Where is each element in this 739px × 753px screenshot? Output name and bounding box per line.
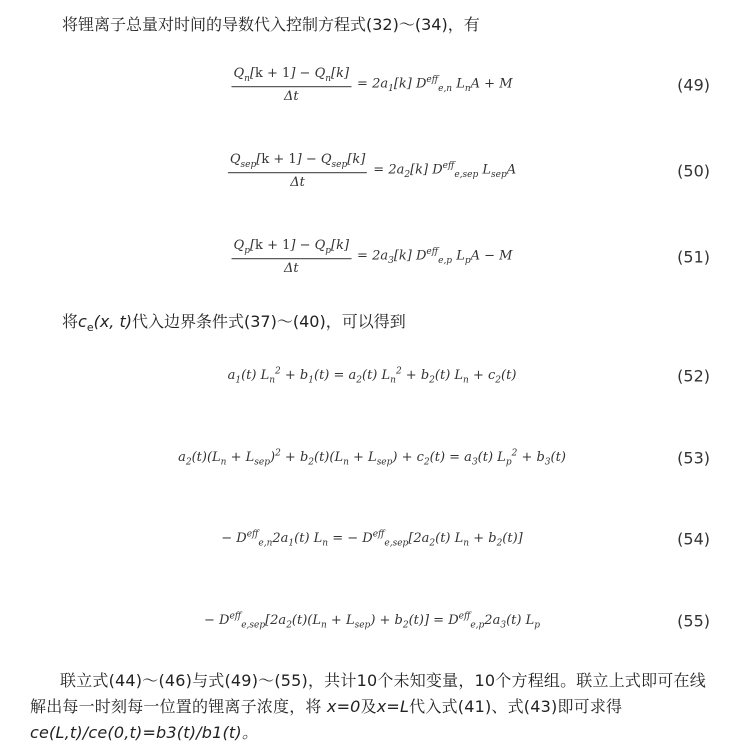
equation-number: (50) bbox=[677, 161, 710, 181]
equation-formula: − $D^{eff}_{e,sep}[2a_2(t)(L_n + L_{sep}) + b_2(t)] = D^{eff}_{e,p}2a_3(t)$ $L_p$ bbox=[204, 611, 540, 631]
equation-50 bbox=[0, 141, 739, 201]
equation-49 bbox=[0, 55, 739, 115]
boundary-condition-text: 将$c_e(x$, t)代入边界条件式(37)～(40)，可以得到 bbox=[62, 312, 406, 335]
equation-formula: $\frac{Q_n[k + 1] - Q_n[k]}{\Delta t}$ = $2a_1[k]$ $D^{eff}_{e,n}$ $L_nA + M$ bbox=[233, 66, 513, 104]
equation-51 bbox=[0, 227, 739, 287]
conclusion-text: 联立式(44)～(46)与式(49)～(55)，共计10个未知变量，10个方程组。联立上式即可在线解出每一时刻每一位置的锂离子浓度，将 x=0及x=L代入式(41)、式(43)即可求得ce(L,t)/ce(0,t)=b3(t)/b1(t)。 bbox=[30, 671, 706, 742]
equation-formula: − $D^{eff}_{e,n}2a_1(t) L_n$ = − $D^{eff}_{e,sep}[2a_2(t) L_n + b_2(t)]$ bbox=[221, 529, 523, 549]
equation-number: (55) bbox=[677, 611, 710, 631]
equation-formula: $a_1(t) L_n^2 + b_1(t) = a_2(t) L_n^2 + b_2(t) L_n + c_2(t)$ bbox=[227, 366, 517, 386]
equation-52 bbox=[0, 346, 739, 406]
equation-formula: $\frac{Q_{sep}[k + 1] - Q_{sep}[k]}{\Delta t}$ = $2a_2[k]$ $D^{eff}_{e,sep}$ $L_{sep}A$ bbox=[229, 152, 517, 190]
equation-number: (51) bbox=[677, 247, 710, 267]
equation-54 bbox=[0, 509, 739, 569]
equation-53 bbox=[0, 428, 739, 488]
intro-text: 将锂离子总量对时间的导数代入控制方程式(32)～(34)，有 bbox=[62, 15, 480, 34]
equation-formula: $\frac{Q_p[k + 1] - Q_p[k]}{\Delta t}$ = $2a_3[k]$ $D^{eff}_{e,p}$ $L_pA - M$ bbox=[233, 238, 513, 276]
equation-number: (49) bbox=[677, 75, 710, 95]
equation-number: (52) bbox=[677, 366, 710, 386]
equation-number: (54) bbox=[677, 529, 710, 549]
equation-55 bbox=[0, 591, 739, 651]
equation-formula: $a_2(t)(L_n + L_{sep})^2 + b_2(t)(L_n + L_{sep}) + c_2(t) = a_3(t) L_p^2 + b_3(t)$ bbox=[178, 448, 566, 468]
equation-number: (53) bbox=[677, 448, 710, 468]
